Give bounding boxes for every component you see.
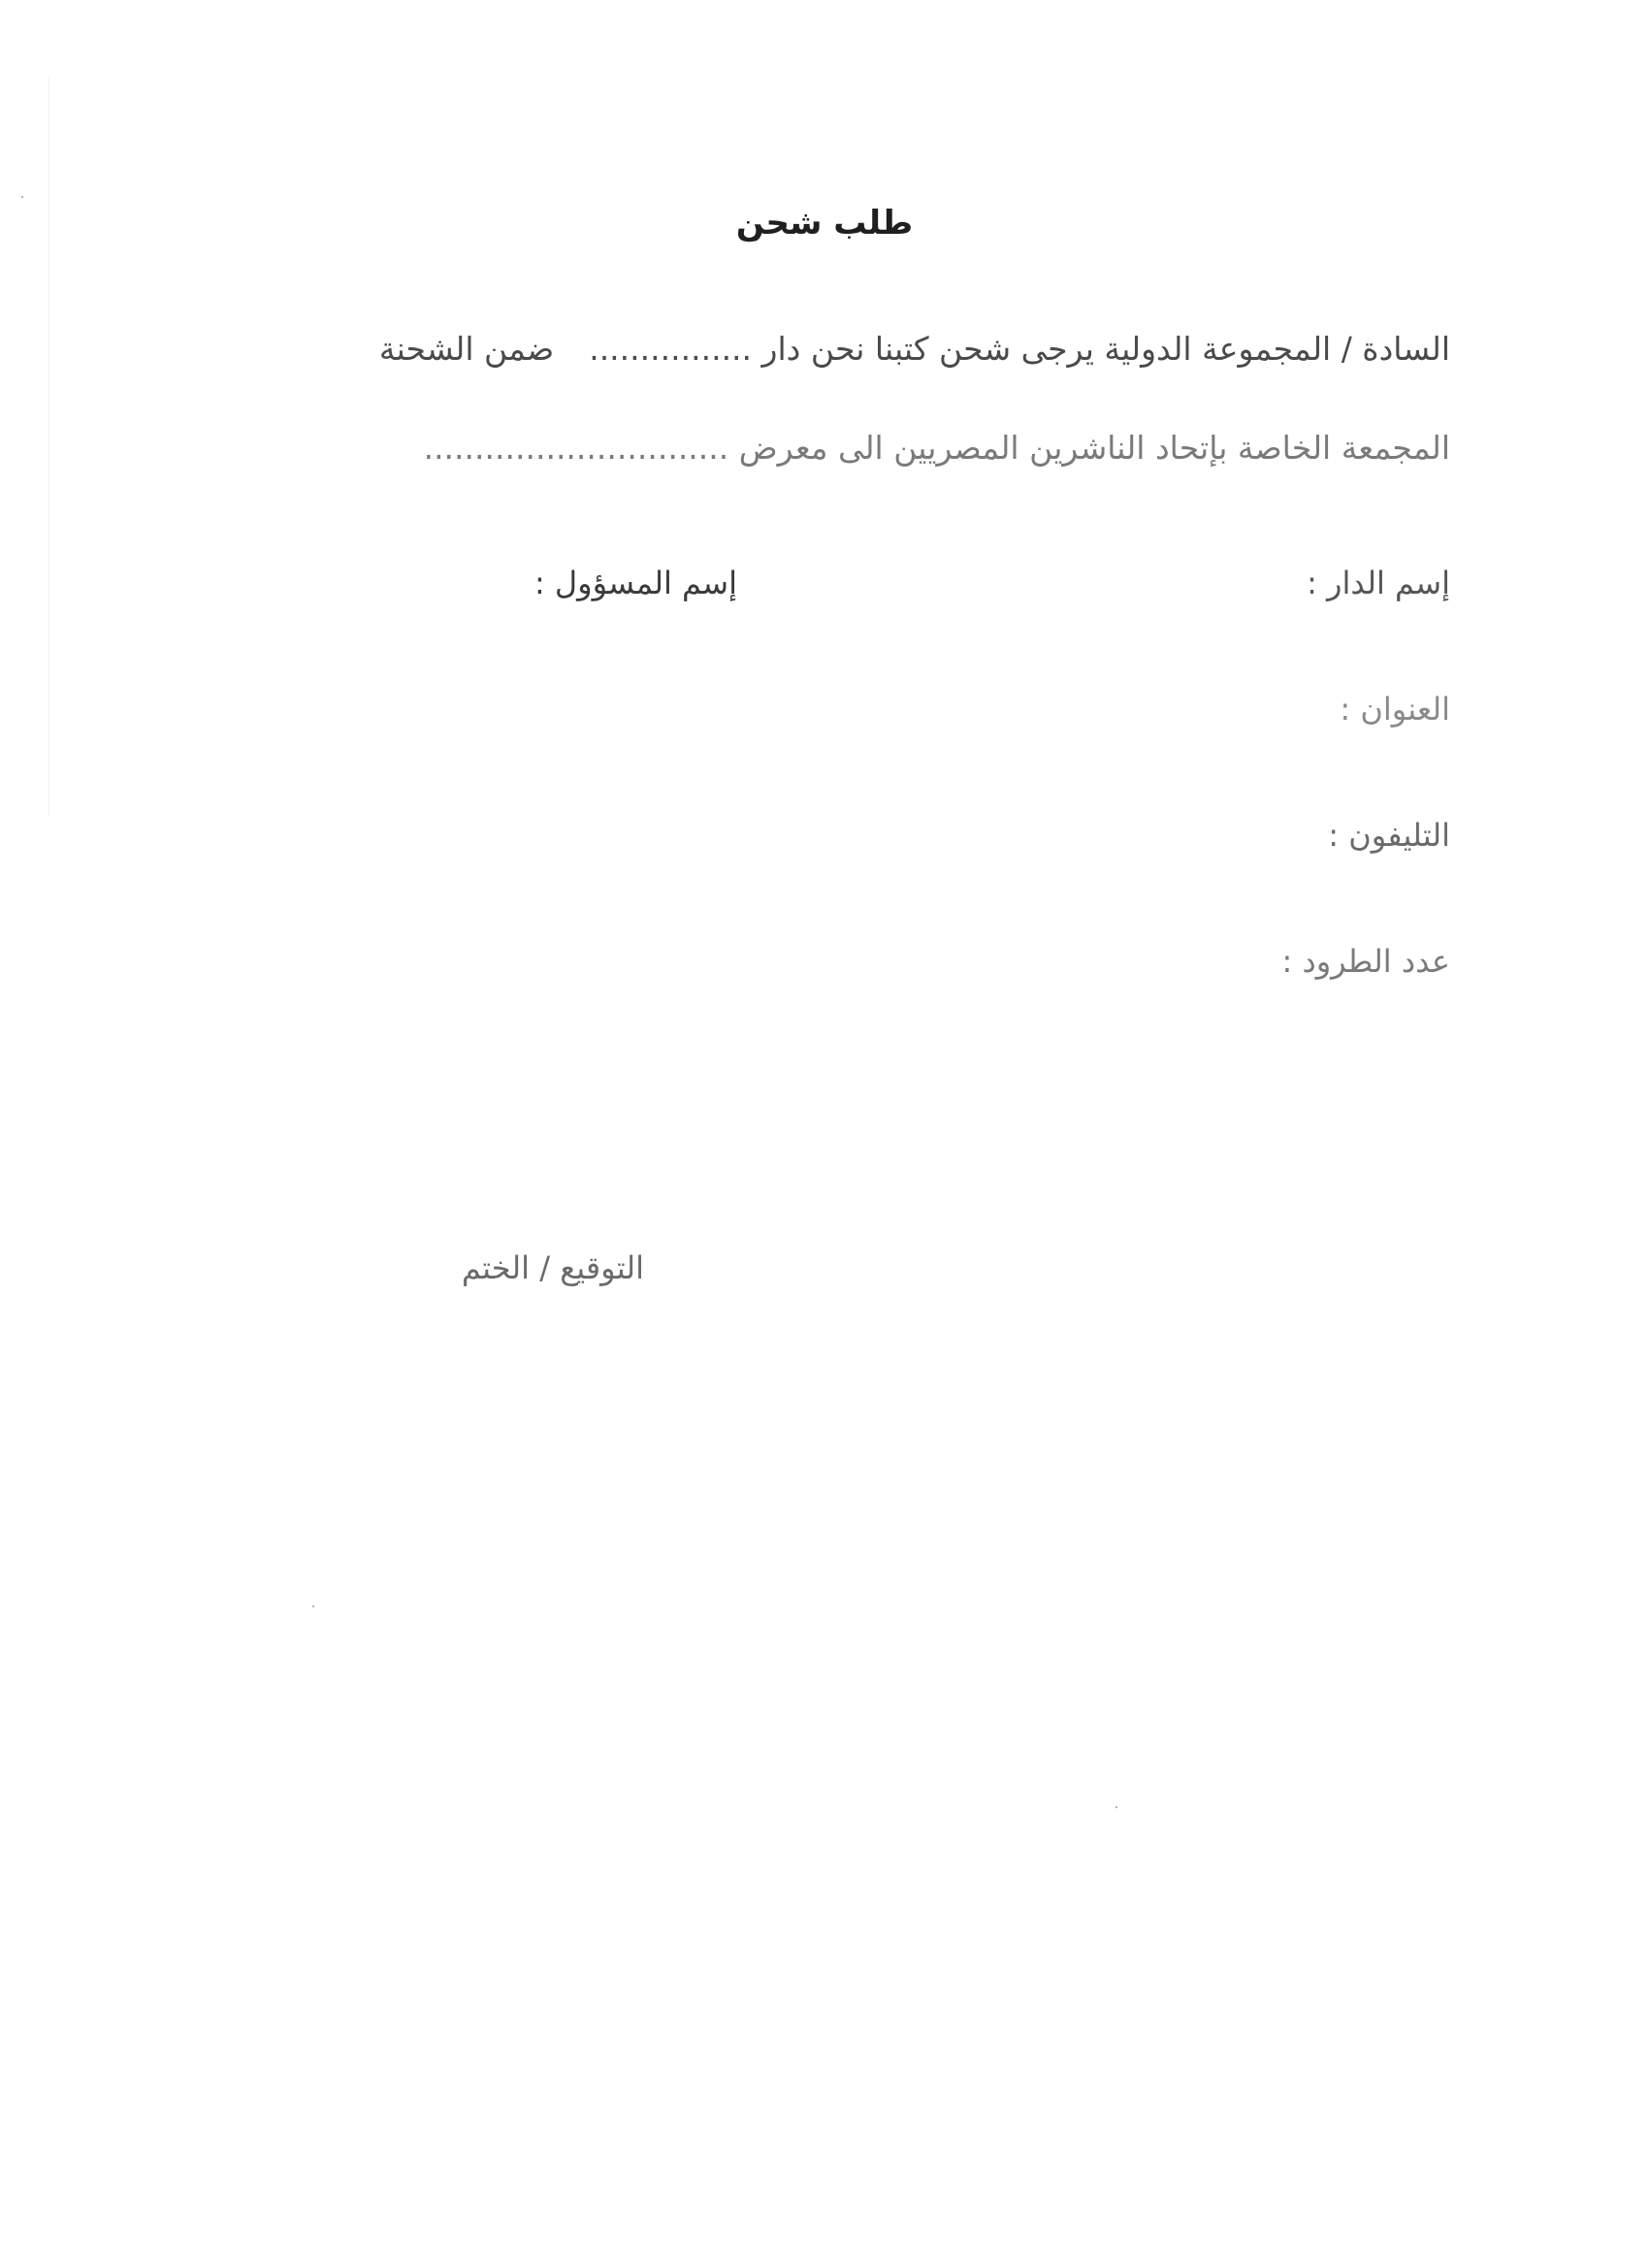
scan-speck <box>312 1605 314 1607</box>
manager-name-label: إسم المسؤول : <box>534 565 737 601</box>
phone-label: التليفون : <box>1328 817 1450 854</box>
house-name-dots: ................ <box>589 330 753 368</box>
signature-stamp-label: التوقيع / الختم <box>461 1249 644 1286</box>
scan-speck <box>1116 1806 1117 1808</box>
shipment-text: ضمن الشحنة <box>378 330 555 368</box>
request-paragraph-line-1 <box>379 330 1450 368</box>
union-text: المجمعة الخاصة بإتحاد الناشرين المصريين الى معرض <box>738 429 1450 467</box>
document-title: طلب شحن <box>735 204 914 243</box>
address-label: العنوان : <box>1340 691 1450 728</box>
addressee-text: السادة / المجموعة الدولية يرجى شحن كتبنا نحن دار <box>761 330 1450 368</box>
parcels-count-label: عدد الطرود : <box>1281 943 1450 980</box>
scan-speck <box>21 196 23 198</box>
scan-edge-shadow <box>48 78 49 815</box>
request-paragraph-line-2 <box>424 429 1450 467</box>
exhibition-dots: .............................. <box>423 429 729 467</box>
house-name-label: إسم الدار : <box>1307 565 1450 601</box>
